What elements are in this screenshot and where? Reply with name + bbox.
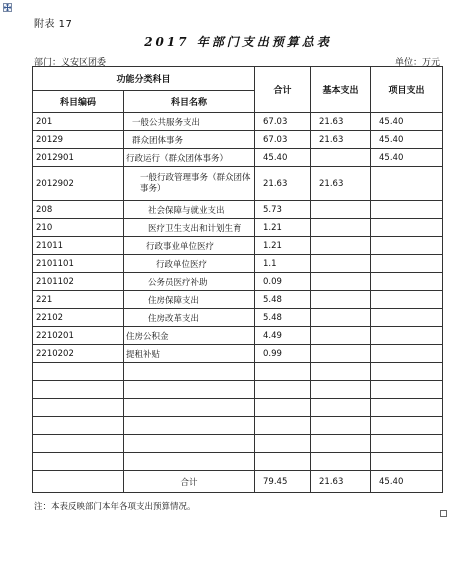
code-cell xyxy=(33,399,124,417)
code-cell xyxy=(33,435,124,453)
totals-label: 合计 xyxy=(124,471,255,493)
total-cell: 5.48 xyxy=(255,309,311,327)
basic-cell: 21.63 xyxy=(311,131,371,149)
project-cell xyxy=(371,291,443,309)
table-row xyxy=(33,309,443,327)
table-row xyxy=(33,345,443,363)
project-cell xyxy=(371,363,443,381)
code-cell: 2012902 xyxy=(33,167,124,201)
total-cell: 45.40 xyxy=(255,149,311,167)
name-cell xyxy=(124,399,255,417)
code-cell: 201 xyxy=(33,113,124,131)
total-cell: 1.21 xyxy=(255,237,311,255)
name-cell xyxy=(124,453,255,471)
project-cell xyxy=(371,453,443,471)
project-cell xyxy=(371,381,443,399)
basic-cell xyxy=(311,273,371,291)
total-cell: 5.73 xyxy=(255,201,311,219)
basic-cell xyxy=(311,417,371,435)
basic-cell xyxy=(311,363,371,381)
document-title: 2017 年部门支出预算总表 xyxy=(144,35,332,49)
totals-total-cell: 79.45 xyxy=(255,471,311,493)
basic-cell xyxy=(311,435,371,453)
table-move-handle-icon[interactable] xyxy=(3,3,12,12)
name-cell xyxy=(124,363,255,381)
table-row xyxy=(33,131,443,149)
total-cell: 5.48 xyxy=(255,291,311,309)
name-cell: 一般公共服务支出 xyxy=(124,113,255,131)
name-cell: 提租补贴 xyxy=(124,345,255,363)
total-cell: 0.99 xyxy=(255,345,311,363)
table-row xyxy=(33,399,443,417)
project-cell: 45.40 xyxy=(371,113,443,131)
code-cell: 221 xyxy=(33,291,124,309)
basic-cell xyxy=(311,291,371,309)
table-body xyxy=(33,113,443,471)
project-cell xyxy=(371,237,443,255)
basic-cell xyxy=(311,453,371,471)
table-row xyxy=(33,417,443,435)
total-cell: 0.09 xyxy=(255,273,311,291)
project-cell: 45.40 xyxy=(371,149,443,167)
total-cell xyxy=(255,399,311,417)
table-row xyxy=(33,327,443,345)
code-cell: 2210201 xyxy=(33,327,124,345)
table-row xyxy=(33,237,443,255)
table-row xyxy=(33,201,443,219)
total-cell: 1.21 xyxy=(255,219,311,237)
header-total: 合计 xyxy=(255,67,311,113)
code-cell: 210 xyxy=(33,219,124,237)
name-cell xyxy=(124,381,255,399)
project-cell xyxy=(371,345,443,363)
total-cell xyxy=(255,381,311,399)
name-cell: 行政运行（群众团体事务） xyxy=(124,149,255,167)
code-cell: 22102 xyxy=(33,309,124,327)
table-row xyxy=(33,453,443,471)
basic-cell xyxy=(311,255,371,273)
project-cell xyxy=(371,273,443,291)
totals-project-cell: 45.40 xyxy=(371,471,443,493)
header-function-category: 功能分类科目 xyxy=(33,67,255,91)
code-cell: 21011 xyxy=(33,237,124,255)
project-cell xyxy=(371,399,443,417)
total-cell: 67.03 xyxy=(255,131,311,149)
name-cell: 住房公积金 xyxy=(124,327,255,345)
name-cell: 行政事业单位医疗 xyxy=(124,237,255,255)
name-cell: 一般行政管理事务（群众团体事务） xyxy=(124,167,255,201)
basic-cell xyxy=(311,327,371,345)
table-footnote: 注：本表反映部门本年各项支出预算情况。 xyxy=(34,502,196,512)
table-row xyxy=(33,255,443,273)
code-cell xyxy=(33,417,124,435)
name-cell: 公务员医疗补助 xyxy=(124,273,255,291)
basic-cell xyxy=(311,381,371,399)
project-cell xyxy=(371,219,443,237)
project-cell xyxy=(371,327,443,345)
header-project-expenditure: 项目支出 xyxy=(371,67,443,113)
table-row xyxy=(33,291,443,309)
name-cell xyxy=(124,417,255,435)
totals-row xyxy=(33,471,443,493)
table-row xyxy=(33,149,443,167)
project-cell: 45.40 xyxy=(371,131,443,149)
basic-cell xyxy=(311,237,371,255)
code-cell: 2101101 xyxy=(33,255,124,273)
basic-cell: 21.63 xyxy=(311,167,371,201)
total-cell xyxy=(255,435,311,453)
project-cell xyxy=(371,435,443,453)
code-cell xyxy=(33,381,124,399)
totals-code-cell xyxy=(33,471,124,493)
project-cell xyxy=(371,417,443,435)
code-cell: 208 xyxy=(33,201,124,219)
department-label: 部门：义安区团委 xyxy=(34,58,107,68)
basic-cell xyxy=(311,345,371,363)
total-cell: 1.1 xyxy=(255,255,311,273)
name-cell: 群众团体事务 xyxy=(124,131,255,149)
project-cell xyxy=(371,255,443,273)
table-row xyxy=(33,435,443,453)
name-cell: 医疗卫生支出和计划生育 xyxy=(124,219,255,237)
paragraph-end-mark xyxy=(440,510,447,517)
basic-cell xyxy=(311,309,371,327)
code-cell xyxy=(33,453,124,471)
total-cell xyxy=(255,363,311,381)
table-row xyxy=(33,381,443,399)
unit-label: 单位：万元 xyxy=(394,58,440,68)
basic-cell: 21.63 xyxy=(311,113,371,131)
project-cell xyxy=(371,309,443,327)
table-row xyxy=(33,363,443,381)
basic-cell xyxy=(311,219,371,237)
basic-cell xyxy=(311,149,371,167)
code-cell: 2101102 xyxy=(33,273,124,291)
table-row xyxy=(33,167,443,201)
total-cell xyxy=(255,453,311,471)
header-subject-name: 科目名称 xyxy=(124,91,255,113)
table-row xyxy=(33,219,443,237)
name-cell xyxy=(124,435,255,453)
name-cell: 社会保障与就业支出 xyxy=(124,201,255,219)
table-row xyxy=(33,113,443,131)
code-cell: 20129 xyxy=(33,131,124,149)
project-cell xyxy=(371,201,443,219)
code-cell: 2012901 xyxy=(33,149,124,167)
table-row xyxy=(33,273,443,291)
code-cell: 2210202 xyxy=(33,345,124,363)
totals-basic-cell: 21.63 xyxy=(311,471,371,493)
name-cell: 住房改革支出 xyxy=(124,309,255,327)
name-cell: 住房保障支出 xyxy=(124,291,255,309)
header-subject-code: 科目编码 xyxy=(33,91,124,113)
header-basic-expenditure: 基本支出 xyxy=(311,67,371,113)
code-cell xyxy=(33,363,124,381)
total-cell xyxy=(255,417,311,435)
total-cell: 4.49 xyxy=(255,327,311,345)
basic-cell xyxy=(311,399,371,417)
budget-table xyxy=(32,66,443,493)
name-cell: 行政单位医疗 xyxy=(124,255,255,273)
total-cell: 67.03 xyxy=(255,113,311,131)
basic-cell xyxy=(311,201,371,219)
project-cell xyxy=(371,167,443,201)
total-cell: 21.63 xyxy=(255,167,311,201)
attachment-label: 附表 17 xyxy=(34,19,73,30)
